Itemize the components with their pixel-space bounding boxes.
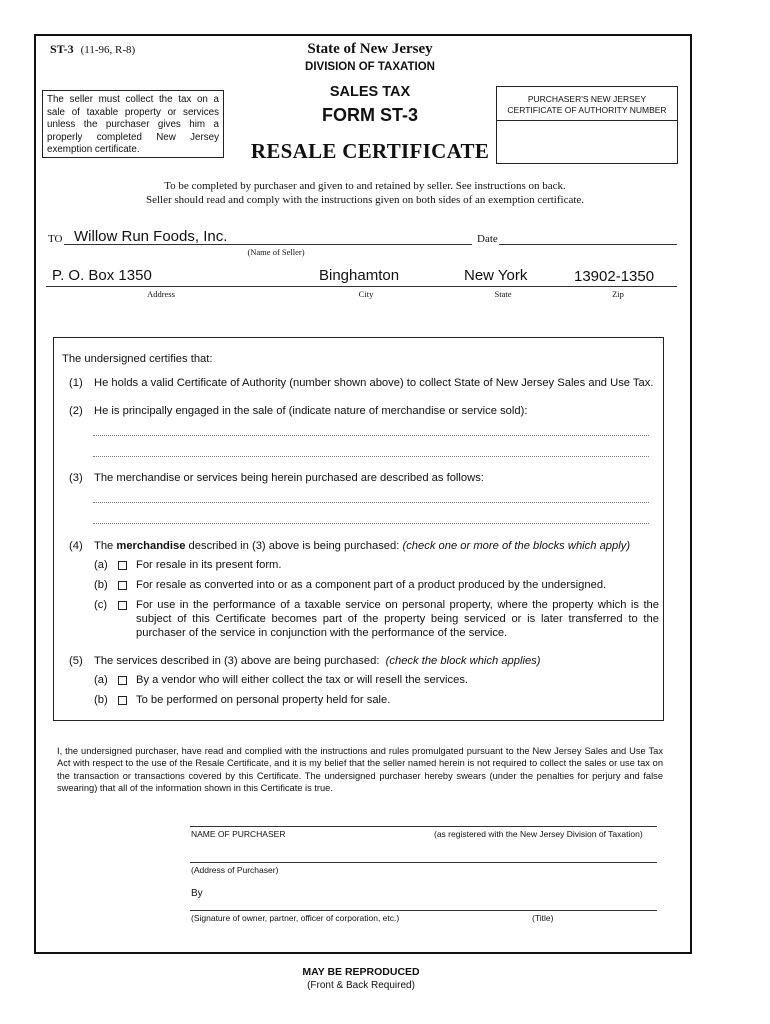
item5-number: (5) — [69, 655, 83, 667]
seller-zip[interactable]: 13902-1350 — [574, 268, 655, 285]
seller-state[interactable]: New York — [464, 267, 528, 284]
by-label: By — [191, 888, 203, 899]
purchaser-name-note: (as registered with the New Jersey Division of Taxation) — [434, 829, 643, 839]
item1-text: He holds a valid Certificate of Authority (number shown above) to collect State of New Jersey Sales and Use Tax. — [94, 377, 654, 389]
form-revision: (11-96, R-8) — [80, 44, 136, 56]
item4-number: (4) — [69, 540, 83, 552]
item4a-letter: (a) — [94, 559, 108, 571]
item4a-checkbox[interactable] — [118, 561, 127, 570]
date-label: Date — [477, 233, 498, 245]
instructions — [40, 179, 690, 207]
form-name: FORM ST-3 — [321, 105, 418, 125]
footer-reproduced: MAY BE REPRODUCED — [302, 966, 420, 978]
item2-entry-line-1[interactable] — [93, 435, 649, 436]
item5a-checkbox[interactable] — [118, 676, 127, 685]
state-title: State of New Jersey — [307, 41, 433, 57]
form-id — [50, 42, 135, 57]
item1-number: (1) — [69, 377, 83, 389]
purchaser-name-label: NAME OF PURCHASER — [191, 829, 286, 839]
item5-text — [94, 654, 541, 668]
seller-city[interactable]: Binghamton — [319, 267, 400, 284]
item5b-letter: (b) — [94, 694, 108, 706]
certificate-label-line1: PURCHASER'S NEW JERSEY — [527, 94, 647, 104]
item5a-letter: (a) — [94, 674, 108, 686]
certificate-label-divider — [497, 120, 677, 121]
instructions-line1: To be completed by purchaser and given to and retained by seller. See instructions on back. — [164, 180, 566, 192]
item4a-text: For resale in its present form. — [136, 559, 282, 571]
seller-notice-box — [42, 90, 224, 158]
item4b-checkbox[interactable] — [118, 581, 127, 590]
certificate-label-line2: CERTIFICATE OF AUTHORITY NUMBER — [507, 105, 667, 115]
seller-address[interactable]: P. O. Box 1350 — [52, 267, 152, 284]
zip-caption: Zip — [612, 289, 624, 299]
item4-text-mid: described in (3) above is being purchased: — [188, 540, 400, 552]
state-caption: State — [494, 289, 512, 299]
item3-text: The merchandise or services being herein purchased are described as follows: — [94, 472, 484, 484]
item4b-letter: (b) — [94, 579, 108, 591]
item4-text-pre: The — [94, 540, 114, 552]
item5a-text: By a vendor who will either collect the tax or will resell the services. — [136, 674, 469, 686]
footer-front-back: (Front & Back Required) — [307, 980, 415, 991]
item4c-text: For use in the performance of a taxable service on personal property, where the property which is the subject of this Certificate becomes part of the property being serviced or is later transferred to the purchaser of the service in conjunction with the performance of the service. — [136, 599, 659, 639]
item2-number: (2) — [69, 405, 83, 417]
certificate-number-label — [497, 94, 677, 116]
purchaser-address-label: (Address of Purchaser) — [191, 865, 279, 875]
city-caption: City — [358, 289, 374, 299]
item4-text-bold: merchandise — [116, 540, 186, 552]
item5-text-italic: (check the block which applies) — [385, 655, 541, 667]
declaration-text: I, the undersigned purchaser, have read and complied with the instructions and rules promulgated pursuant to the New Jersey Sales and Use Tax Act with respect to the use of the Resale Certificate, and it is my belief that the seller named herein is not required to collect the sales or use tax on the transaction or transactions covered by this Certificate. The undersigned purchaser hereby swears (under the penalties for perjury and false swearing) that all of the information shown in this Certificate is true. — [57, 746, 663, 793]
item4b-text: For resale as converted into or as a component part of a product produced by the undersigned. — [136, 579, 607, 591]
certification-intro: The undersigned certifies that: — [62, 353, 213, 365]
seller-name-caption: (Name of Seller) — [247, 247, 305, 257]
item5-text-main: The services described in (3) above are being purchased: — [94, 655, 380, 667]
division-title: DIVISION OF TAXATION — [305, 61, 435, 73]
address-caption: Address — [147, 289, 175, 299]
item4-text — [94, 539, 630, 553]
address-line — [46, 286, 677, 287]
form-title: RESALE CERTIFICATE — [250, 139, 490, 163]
purchaser-address-line[interactable] — [190, 862, 657, 863]
item5b-text: To be performed on personal property held for sale. — [136, 694, 391, 706]
signature-line[interactable] — [190, 910, 657, 911]
item4c-checkbox[interactable] — [118, 601, 127, 610]
item3-number: (3) — [69, 472, 83, 484]
seller-name-line — [64, 244, 472, 245]
item3-entry-line-2[interactable] — [93, 523, 649, 524]
seller-notice-text: The seller must collect the tax on a sale of taxable property or services unless the purchaser gives him a properly completed New Jersey exemption certificate. — [47, 94, 219, 155]
item3-entry-line-1[interactable] — [93, 502, 649, 503]
item4-text-italic: (check one or more of the blocks which apply) — [402, 540, 631, 552]
seller-name[interactable]: Willow Run Foods, Inc. — [74, 228, 228, 245]
form-code: ST-3 — [50, 42, 74, 56]
date-line — [499, 244, 677, 245]
title-label: (Title) — [532, 913, 554, 923]
purchaser-name-line[interactable] — [190, 826, 657, 827]
item5b-checkbox[interactable] — [118, 696, 127, 705]
item4c-letter: (c) — [94, 599, 108, 611]
tax-type: SALES TAX — [329, 84, 411, 100]
certificate-number-box[interactable] — [496, 86, 678, 164]
to-label: TO — [48, 233, 63, 245]
signature-label: (Signature of owner, partner, officer of corporation, etc.) — [191, 913, 400, 923]
item2-entry-line-2[interactable] — [93, 456, 649, 457]
item2-text: He is principally engaged in the sale of (indicate nature of merchandise or service sold): — [94, 405, 528, 417]
instructions-line2: Seller should read and comply with the instructions given on both sides of an exemption certificate. — [145, 194, 585, 206]
